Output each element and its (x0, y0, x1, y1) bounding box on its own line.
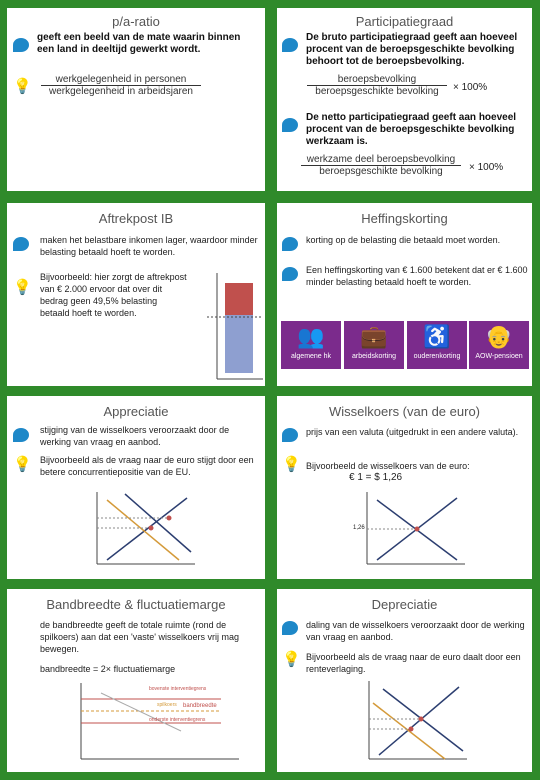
upper-limit-label: bovenste interventiegrens (149, 686, 207, 692)
lower-limit-label: onderste interventiegrens (149, 717, 206, 723)
tile-aow-pensioen: 👴 AOW-pensioen (469, 321, 529, 369)
card-appreciatie (7, 396, 265, 579)
lightbulb-icon: 💡 (282, 456, 301, 473)
card-title: p/a-ratio (112, 14, 160, 29)
people-icon: 👥 (297, 324, 325, 349)
tax-bar-diagram (203, 273, 263, 381)
card-title: Wisselkoers (van de euro) (329, 404, 480, 419)
card-heffingskorting (277, 203, 532, 386)
lightbulb-icon: 💡 (13, 456, 32, 473)
supply-demand-diagram (359, 679, 469, 765)
formula-numerator: werkzame deel beroepsbevolking (301, 154, 461, 166)
speech-bubble-icon (282, 38, 298, 52)
definition-text: de bandbreedte geeft de totale ruimte (rond de spilkoers) aan dat een 'vaste' wisselkoers vrij mag bewegen. (40, 620, 240, 654)
card-pa-ratio (7, 8, 265, 191)
speech-bubble-icon (282, 118, 298, 132)
formula-multiplier: × 100% (453, 82, 488, 93)
definition-text: korting op de belasting die betaald moet worden. (306, 235, 501, 245)
speech-bubble-icon (13, 428, 29, 442)
card-title: Appreciatie (103, 404, 169, 419)
definition-text: stijging van de wisselkoers veroorzaakt door de werking van vraag en aanbod. (40, 425, 230, 447)
netto-definition: De netto participatiegraad geeft aan hoeveel procent van de beroepsgeschikte bevolking werkzaam is. (306, 112, 517, 147)
bruto-definition: De bruto participatiegraad geeft aan hoeveel procent van de beroepsgeschikte bevolking behoort tot de beroepsbevolking. (306, 32, 518, 67)
exchange-rate-diagram (357, 490, 467, 570)
speech-bubble-icon (13, 38, 29, 52)
formula-denominator: werkgelegenheid in arbeidsjaren (49, 86, 193, 97)
definition-text: daling van de wisselkoers veroorzaakt door de werking van vraag en aanbod. (306, 620, 525, 642)
spilkoers-label: spilkoers (157, 702, 177, 708)
formula (41, 74, 201, 97)
lightbulb-icon: 💡 (282, 651, 301, 668)
card-participatiegraad (277, 8, 532, 191)
speech-bubble-icon (13, 237, 29, 251)
card-title: Depreciatie (371, 597, 438, 612)
example-text: Bijvoorbeeld als de vraag naar de euro daalt door een renteverlaging. (306, 652, 521, 674)
speech-bubble-icon (282, 237, 298, 251)
definition-text: maken het belastbare inkomen lager, waardoor minder belasting betaald hoeft te worden. (40, 235, 258, 257)
elderly-icon: 👴 (485, 324, 513, 349)
definition-text: prijs van een valuta (uitgedrukt in een andere valuta). (306, 427, 519, 437)
formula-numerator: werkgelegenheid in personen (41, 74, 201, 86)
formula-multiplier: × 100% (469, 162, 504, 173)
example-text: Bijvoorbeeld: hier zorgt de aftrekpost van € 2.000 ervoor dat over dit bedrag geen 49,5% belasting betaald hoeft te worden. (40, 272, 187, 318)
worker-icon: 💼 (360, 324, 388, 349)
formula-denominator: beroepsgeschikte bevolking (319, 166, 443, 177)
card-title: Bandbreedte & fluctuatiemarge (46, 597, 226, 612)
example-text: Bijvoorbeeld de wisselkoers van de euro: (306, 461, 470, 471)
exchange-rate-value: € 1 = $ 1,26 (349, 472, 403, 483)
lightbulb-icon: 💡 (13, 78, 32, 95)
speech-bubble-icon (282, 621, 298, 635)
lightbulb-icon: 💡 (13, 279, 32, 296)
bandbreedte-label: bandbreedte (183, 703, 217, 709)
speech-bubble-icon (282, 267, 298, 281)
formula-denominator: beroepsgeschikte bevolking (315, 86, 439, 97)
bruto-formula (307, 74, 447, 97)
formula-numerator: beroepsbevolking (307, 74, 447, 86)
tile-ouderenkorting: ♿ ouderenkorting (407, 321, 467, 369)
card-depreciatie (277, 589, 532, 772)
card-title: Aftrekpost IB (98, 211, 174, 226)
formula-text: bandbreedte = 2× fluctuatiemarge (40, 664, 176, 674)
wheelchair-icon: ♿ (423, 324, 451, 349)
speech-bubble-icon (282, 428, 298, 442)
netto-formula (301, 154, 461, 177)
definition-text: geeft een beeld van de mate waarin binnen een land in deeltijd gewerkt wordt. (37, 32, 241, 55)
example-text: Bijvoorbeeld als de vraag naar de euro stijgt door een betere concurrentiepositie van de EU. (40, 455, 254, 477)
card-aftrekpost (7, 203, 265, 386)
card-title: Heffingskorting (361, 211, 448, 226)
chart-value-label: 1,26 (353, 525, 365, 531)
card-wisselkoers (277, 396, 532, 579)
card-title: Participatiegraad (355, 14, 454, 29)
card-bandbreedte (7, 589, 265, 772)
tile-arbeidskorting: 💼 arbeidskorting (344, 321, 404, 369)
tile-algemene-hk: 👥 algemene hk (281, 321, 341, 369)
example-text: Een heffingskorting van € 1.600 betekent dat er € 1.600 minder belasting betaald hoeft te worden. (306, 265, 528, 287)
supply-demand-diagram (87, 490, 197, 570)
